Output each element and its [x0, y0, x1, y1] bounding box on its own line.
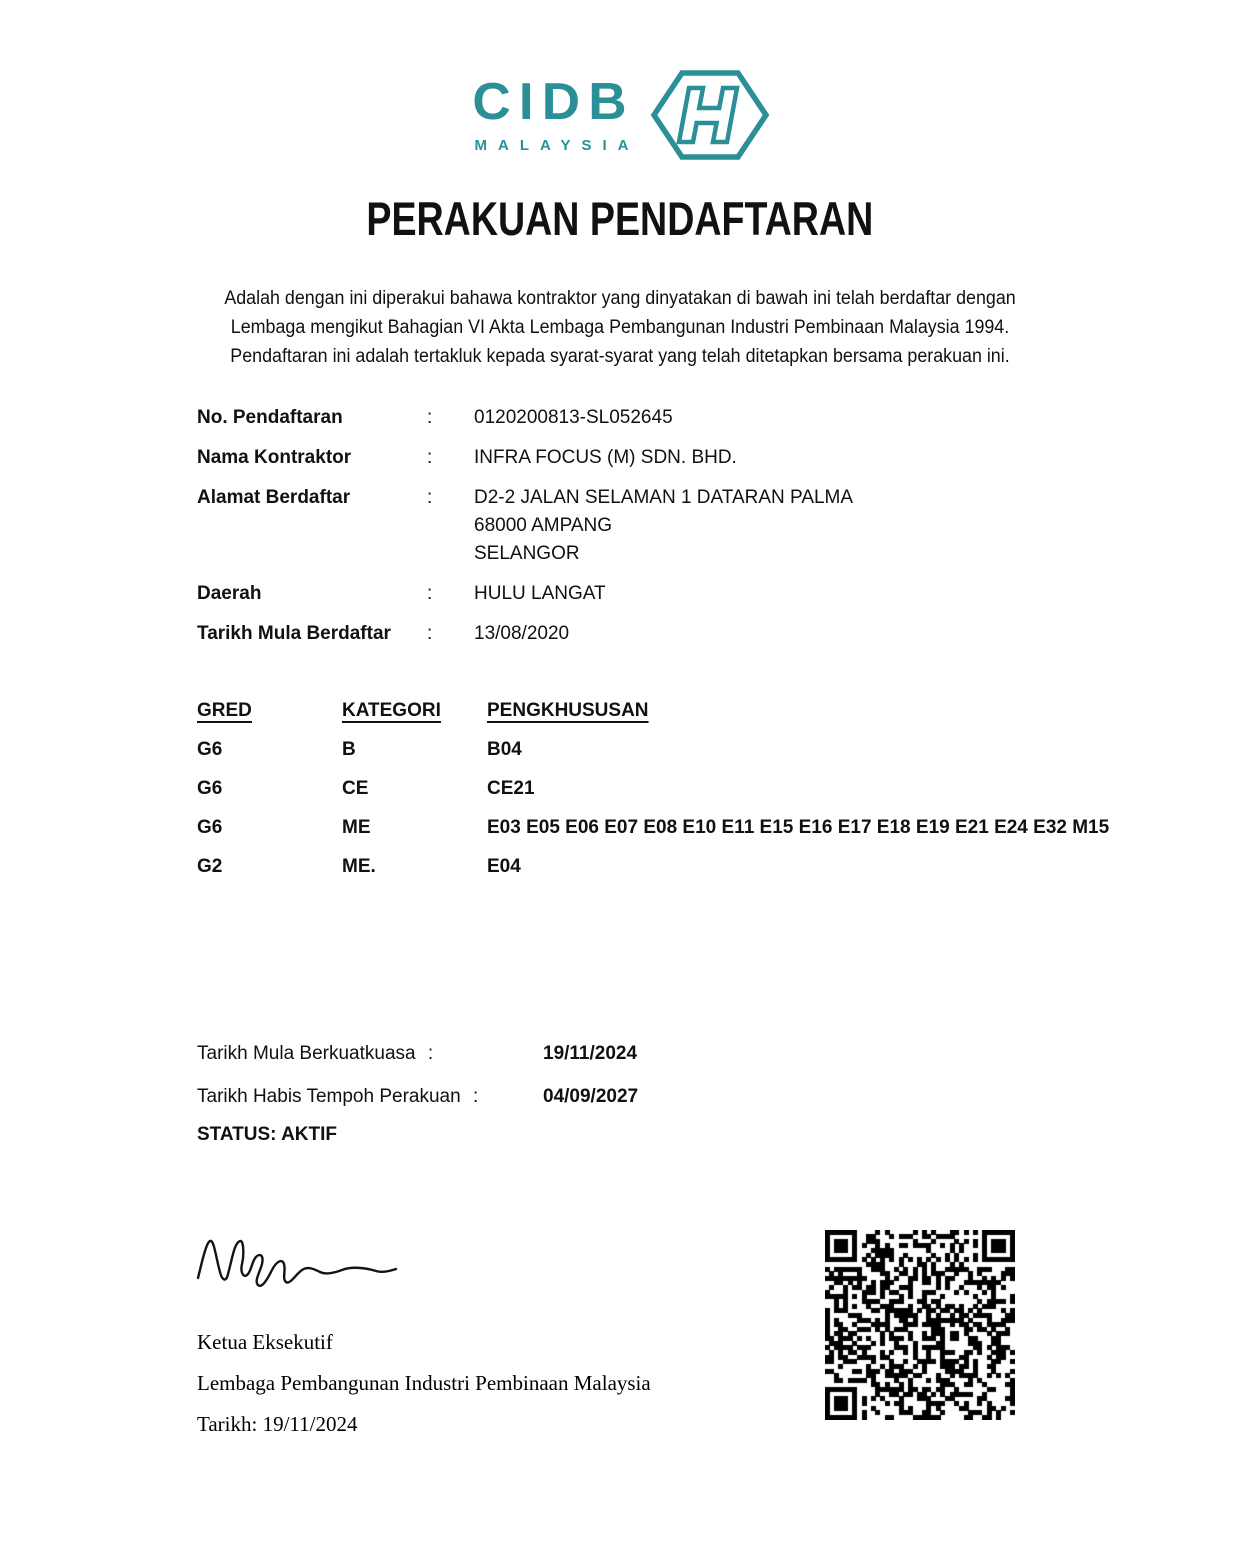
field-value-line: 13/08/2020: [474, 623, 570, 644]
table-cell-gred: G6: [197, 778, 223, 799]
field-value: [474, 444, 737, 472]
field-row-no-pendaftaran: [197, 404, 1160, 432]
signatory-date: Tarikh: 19/11/2024: [197, 1412, 358, 1436]
table-header-kategori: KATEGORI: [342, 700, 441, 721]
field-row-alamat-berdaftar: [197, 484, 1160, 568]
table-cell-kategori: ME: [342, 817, 371, 838]
table-row: [197, 778, 1180, 800]
signatory-title: Ketua Eksekutif: [197, 1330, 333, 1354]
field-value: [474, 620, 569, 648]
field-row-daerah: [197, 580, 1160, 608]
validity-colon: :: [472, 1086, 479, 1107]
field-colon: :: [427, 583, 433, 604]
signatory-block: [197, 1322, 651, 1445]
field-colon: :: [427, 487, 433, 508]
cidb-logo: [0, 66, 1240, 164]
field-value-line: 0120200813-SL052645: [474, 407, 673, 428]
table-header-gred: GRED: [197, 700, 252, 721]
field-row-nama-kontraktor: [197, 444, 1160, 472]
table-cell-kategori: CE: [342, 778, 369, 799]
table-cell-gred: G2: [197, 856, 223, 877]
qr-code: [825, 1230, 1015, 1420]
table-header-row: [197, 700, 1180, 722]
table-cell-pengkhususan: E04: [487, 856, 521, 877]
validity-row-habis-tempoh: [197, 1085, 1160, 1128]
cidb-hexagon-icon: [649, 66, 771, 164]
field-colon: :: [427, 447, 433, 468]
validity-colon: :: [427, 1043, 434, 1064]
status-badge: STATUS: AKTIF: [197, 1124, 338, 1145]
field-value: [474, 404, 673, 432]
validity-value: 19/11/2024: [543, 1043, 638, 1064]
field-row-tarikh-mula-berdaftar: [197, 620, 1160, 648]
field-label: Alamat Berdaftar: [197, 487, 351, 508]
validity-row-mula-berkuatkuasa: [197, 1042, 1160, 1085]
field-value-line: HULU LANGAT: [474, 583, 606, 604]
table-row: [197, 817, 1180, 839]
cidb-malaysia-label: MALAYSIA: [474, 137, 640, 154]
intro-line: Lembaga mengikut Bahagian VI Akta Lembaga Pembangunan Industri Pembinaan Malaysia 1994.: [230, 317, 1010, 338]
field-label: No. Pendaftaran: [197, 407, 343, 428]
certificate-title-text: PERAKUAN PENDAFTARAN: [366, 192, 874, 245]
certificate-title: [0, 191, 1240, 246]
field-value: [474, 580, 606, 608]
table-header-pengkhususan: PENGKHUSUSAN: [487, 700, 649, 721]
intro-line: Adalah dengan ini diperakui bahawa kontraktor yang dinyatakan di bawah ini telah berdaftar dengan: [224, 288, 1016, 309]
signature-icon: [193, 1228, 403, 1292]
signatory-organization: Lembaga Pembangunan Industri Pembinaan Malaysia: [197, 1371, 651, 1395]
registration-table: [197, 700, 1180, 895]
table-cell-kategori: B: [342, 739, 356, 760]
field-value-line: 68000 AMPANG: [474, 515, 613, 536]
table-cell-gred: G6: [197, 739, 223, 760]
cidb-wordmark-column: [469, 73, 640, 154]
cidb-wordmark: CIDB: [472, 73, 636, 131]
validity-label: Tarikh Habis Tempoh Perakuan: [197, 1086, 461, 1107]
table-cell-gred: G6: [197, 817, 223, 838]
table-row: [197, 856, 1180, 878]
table-cell-kategori: ME.: [342, 856, 376, 877]
table-row: [197, 739, 1180, 761]
field-colon: :: [427, 407, 433, 428]
field-colon: :: [427, 623, 433, 644]
field-label: Nama Kontraktor: [197, 447, 352, 468]
registration-fields: [197, 404, 1160, 660]
table-cell-pengkhususan: B04: [487, 739, 522, 760]
table-cell-pengkhususan: E03 E05 E06 E07 E08 E10 E11 E15 E16 E17 E18 E19 E21 E24 E32 M15: [487, 817, 1110, 838]
field-value: [474, 484, 853, 568]
table-cell-pengkhususan: CE21: [487, 778, 535, 799]
field-value-line: SELANGOR: [474, 543, 580, 564]
field-label: Daerah: [197, 583, 262, 604]
validity-section: [197, 1042, 1160, 1128]
field-value-line: D2-2 JALAN SELAMAN 1 DATARAN PALMA: [474, 487, 854, 508]
field-value-line: INFRA FOCUS (M) SDN. BHD.: [474, 447, 737, 468]
intro-paragraph: [0, 284, 1240, 371]
field-label: Tarikh Mula Berdaftar: [197, 623, 391, 644]
validity-value: 04/09/2027: [543, 1086, 639, 1107]
validity-label: Tarikh Mula Berkuatkuasa: [197, 1043, 416, 1064]
intro-line: Pendaftaran ini adalah tertakluk kepada syarat-syarat yang telah ditetapkan bersama perakuan ini.: [230, 346, 1010, 367]
